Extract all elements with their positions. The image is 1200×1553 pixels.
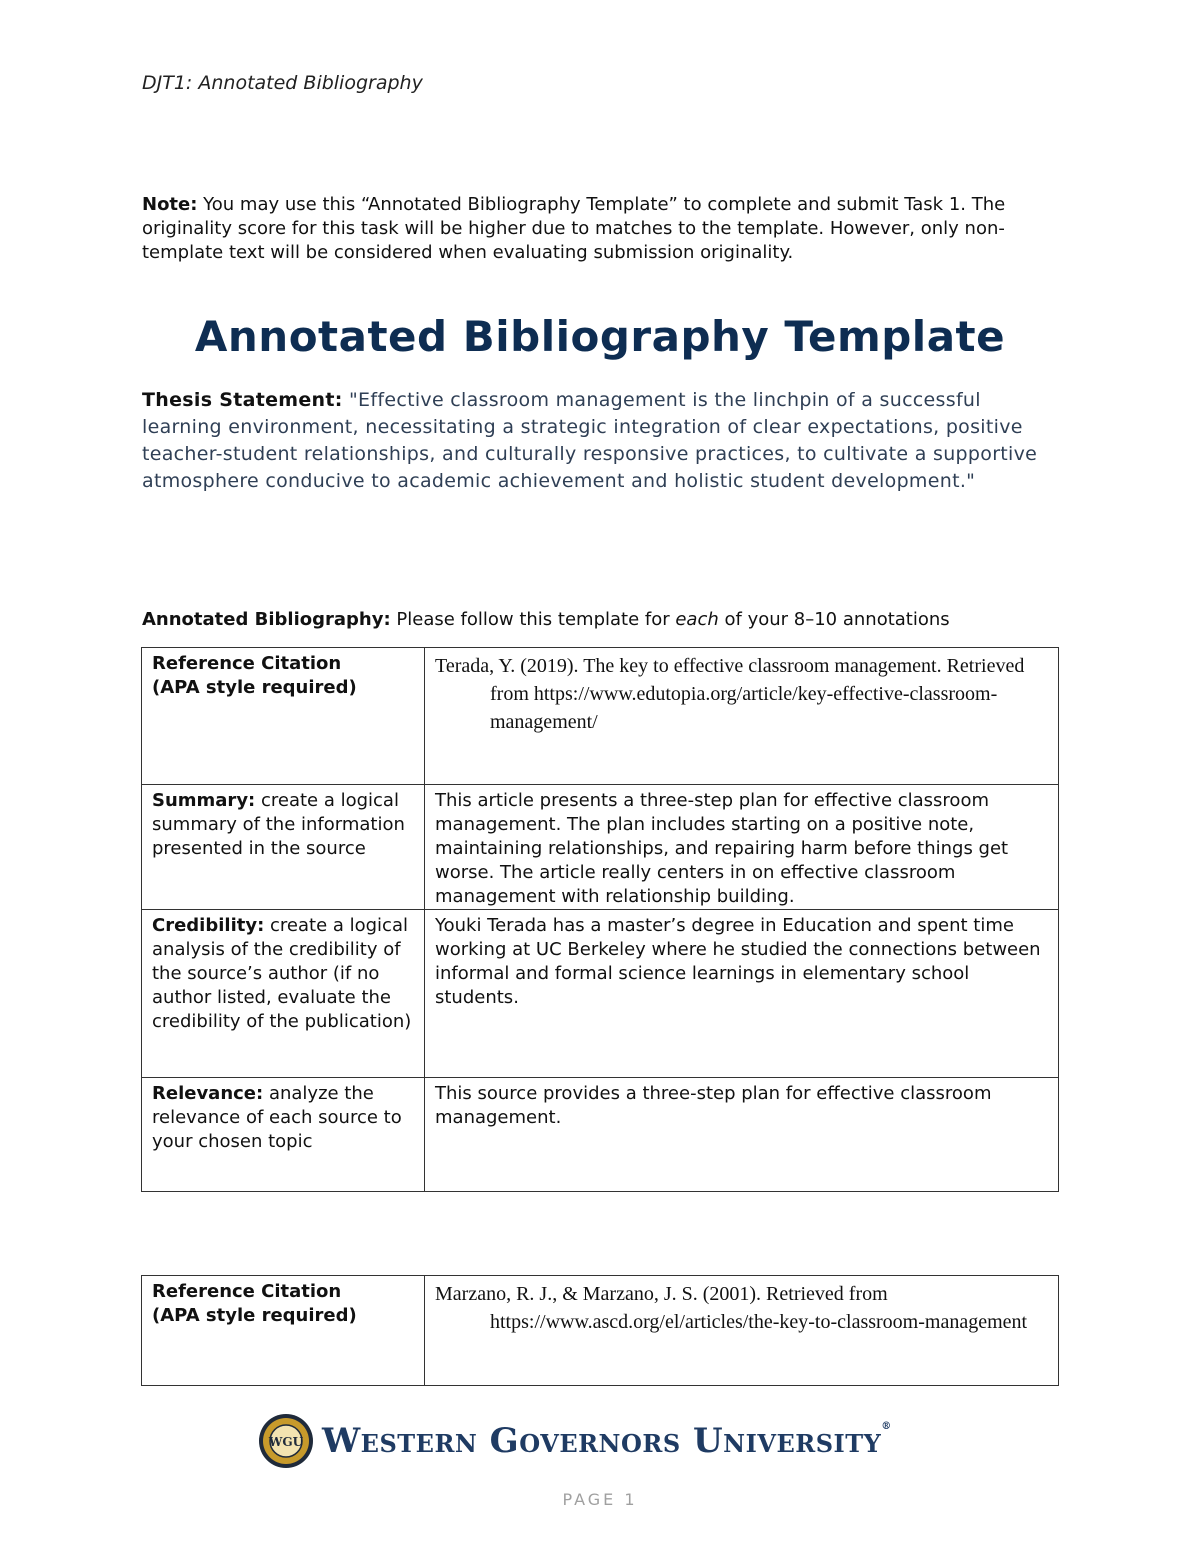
citation-text-2: Marzano, R. J., & Marzano, J. S. (2001). Retrieved from https://www.ascd.org/el/articles/the-key-to-classroom-management <box>435 1283 1028 1333</box>
note-paragraph <box>142 193 1062 265</box>
annotation-table-1 <box>141 647 1059 1192</box>
relevance-value-cell: This source provides a three-step plan for effective classroom management. <box>425 1078 1059 1192</box>
running-header: DJT1: Annotated Bibliography <box>142 72 423 94</box>
reference-value-cell <box>425 648 1059 785</box>
thesis-statement <box>142 387 1062 495</box>
reference-sublabel-2: (APA style required) <box>152 1305 357 1326</box>
reference-row-2 <box>142 1276 1059 1386</box>
wgu-seal-icon <box>258 1413 314 1469</box>
relevance-label: Relevance: <box>152 1083 264 1104</box>
wgu-wordmark <box>322 1421 892 1461</box>
reference-label-cell <box>142 648 425 785</box>
summary-row <box>142 785 1059 910</box>
wordmark-text: Western Governors University <box>322 1421 882 1461</box>
summary-desc: create a logical summary of the information presented in the source <box>152 790 405 859</box>
trademark: ® <box>881 1421 892 1432</box>
reference-sublabel: (APA style required) <box>152 677 357 698</box>
credibility-label-cell <box>142 910 425 1078</box>
relevance-row <box>142 1078 1059 1192</box>
reference-value-cell-2 <box>425 1276 1059 1386</box>
credibility-row <box>142 910 1059 1078</box>
reference-row <box>142 648 1059 785</box>
note-label: Note: <box>142 194 198 215</box>
summary-value-cell: This article presents a three-step plan for effective classroom management. The plan includes starting on a positive note, maintaining relationships, and repairing harm before things get worse. The article really centers in on effective classroom management with relationship building. <box>425 785 1059 910</box>
summary-label: Summary: <box>152 790 256 811</box>
credibility-value-cell: Youki Terada has a master’s degree in Education and spent time working at UC Berkeley where he studied the connections between informal and formal science learnings in elementary school students. <box>425 910 1059 1078</box>
annotated-label: Annotated Bibliography: <box>142 609 391 630</box>
thesis-label: Thesis Statement: <box>142 389 343 411</box>
annotation-table-2 <box>141 1275 1059 1386</box>
thesis-text: "Effective classroom management is the linchpin of a successful learning environment, necessitating a strategic integration of clear expectations, positive teacher-student relationships, and culturally responsive practices, to cultivate a supportive atmosphere conducive to academic achievement and holistic student development." <box>142 389 1038 492</box>
credibility-label: Credibility: <box>152 915 265 936</box>
note-text: You may use this “Annotated Bibliography Template” to complete and submit Task 1. The originality score for this task will be higher due to matches to the template. However, only non-template text will be considered when evaluating submission originality. <box>142 194 1006 263</box>
relevance-label-cell <box>142 1078 425 1192</box>
reference-label-cell-2 <box>142 1276 425 1386</box>
credibility-desc: create a logical analysis of the credibility of the source’s author (if no author listed, evaluate the credibility of the publication) <box>152 915 412 1032</box>
instruction-emphasis: each <box>675 609 719 630</box>
document-title: Annotated Bibliography Template <box>194 312 1006 361</box>
wgu-logo <box>258 1412 908 1470</box>
reference-label: Reference Citation <box>152 653 342 674</box>
instruction-text: Please follow this template for <box>390 609 676 630</box>
annotated-bibliography-instruction <box>142 608 1062 632</box>
reference-label-2: Reference Citation <box>152 1281 342 1302</box>
page-number: PAGE 1 <box>562 1490 638 1509</box>
summary-label-cell <box>142 785 425 910</box>
citation-text: Terada, Y. (2019). The key to effective classroom management. Retrieved from https://www.edutopia.org/article/key-effective-classroom-management/ <box>435 655 1025 733</box>
instruction-text-end: of your 8–10 annotations <box>718 609 950 630</box>
svg-text:WGU: WGU <box>268 1435 304 1449</box>
relevance-desc: analyze the relevance of each source to your chosen topic <box>152 1083 402 1152</box>
